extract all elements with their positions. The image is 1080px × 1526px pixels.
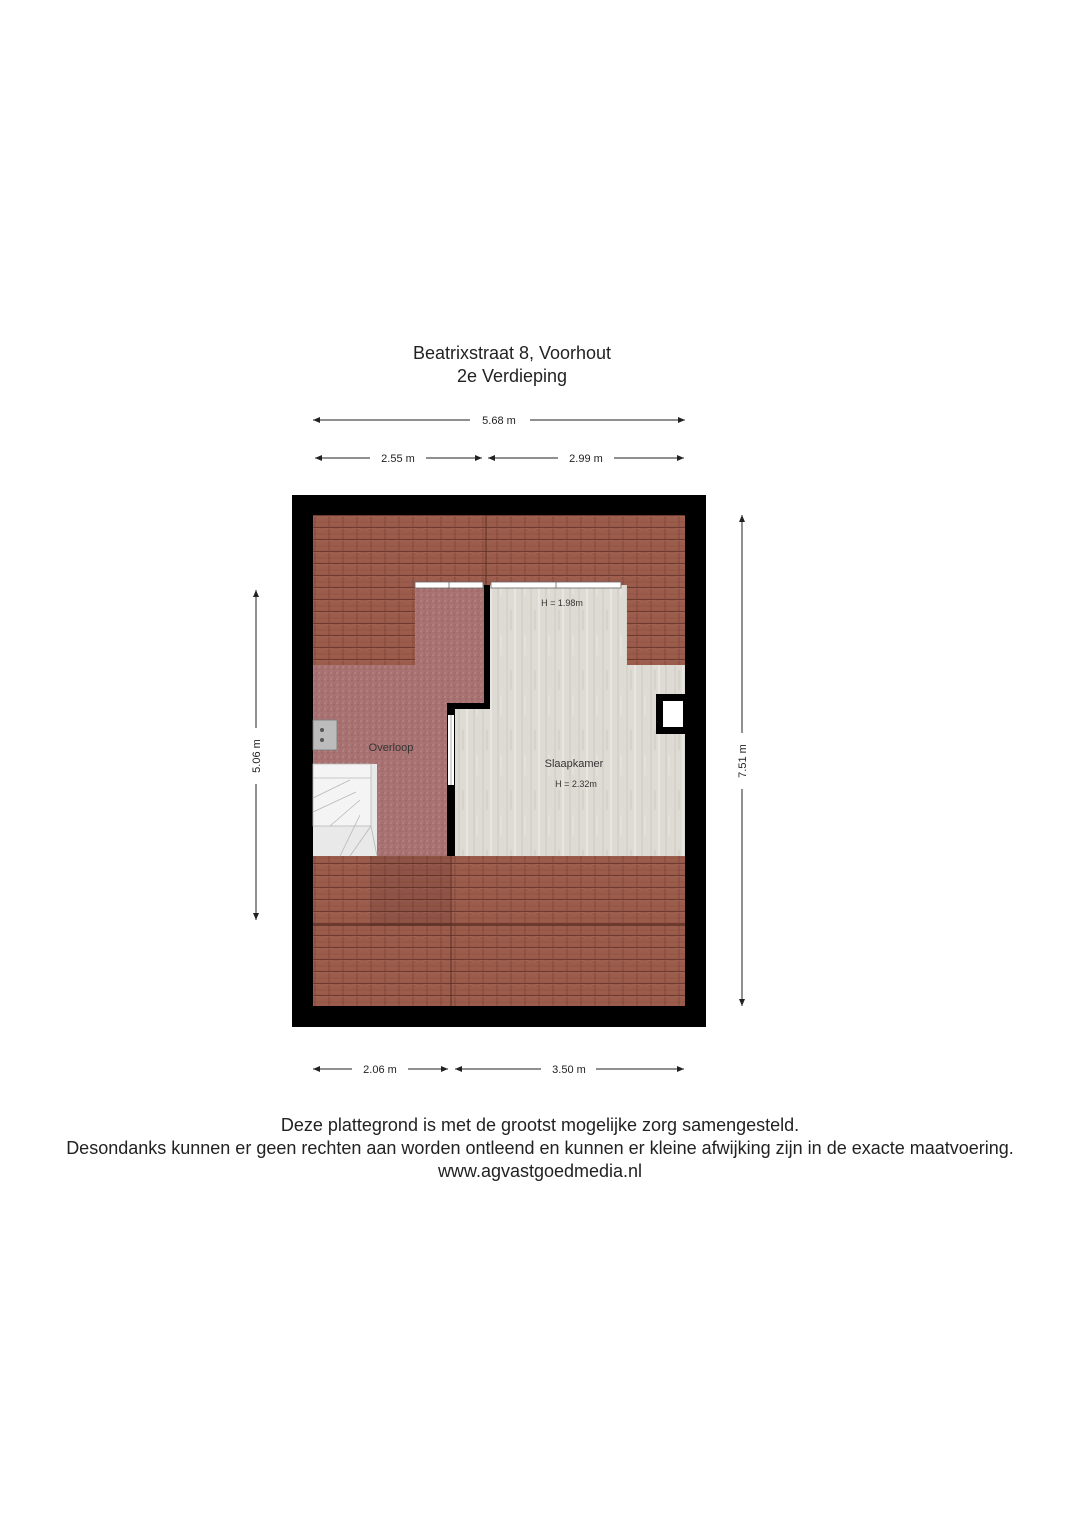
roof-bottom [313,856,685,1006]
room-height-slaapkamer: H = 2.32m [555,779,597,789]
room-height-dormer: H = 1.98m [541,598,583,608]
room-label-overloop: Overloop [368,742,414,754]
disclaimer-line-1: Deze plattegrond is met de grootst mogelijke zorg samengesteld. [280,1115,800,1135]
dimension-top-right [488,453,684,465]
website-link[interactable]: www.agvastgoedmedia.nl [437,1161,643,1181]
roof-left-upper [313,585,415,665]
dimension-left-height [251,590,263,920]
plan-address: Beatrixstraat 8, Voorhout [412,343,612,363]
svg-text:7.51 m: 7.51 m [737,744,749,778]
svg-text:2.06 m: 2.06 m [363,1064,397,1076]
dimension-bottom-left [313,1064,448,1076]
svg-text:5.68 m: 5.68 m [482,415,516,427]
svg-text:5.06 m: 5.06 m [251,739,263,773]
plan-floor-name: 2e Verdieping [456,366,568,386]
svg-text:2.55 m: 2.55 m [381,453,415,465]
roof-right-upper [627,585,685,665]
staircase [313,764,377,856]
svg-text:3.50 m: 3.50 m [552,1064,586,1076]
roof-top [313,515,685,585]
dimension-top-left [315,453,482,465]
heater [313,720,337,750]
disclaimer-line-2: Desondanks kunnen er geen rechten aan worden ontleend en kunnen er kleine afwijking zijn in de exacte maatvoering. [66,1138,1014,1158]
dimension-top-total [313,415,685,427]
dimension-bottom-right [455,1064,684,1076]
room-label-slaapkamer: Slaapkamer [544,758,604,770]
inner-wall-vertical-upper [484,585,490,709]
svg-text:2.99 m: 2.99 m [569,453,603,465]
dimension-right-height [737,515,749,1006]
